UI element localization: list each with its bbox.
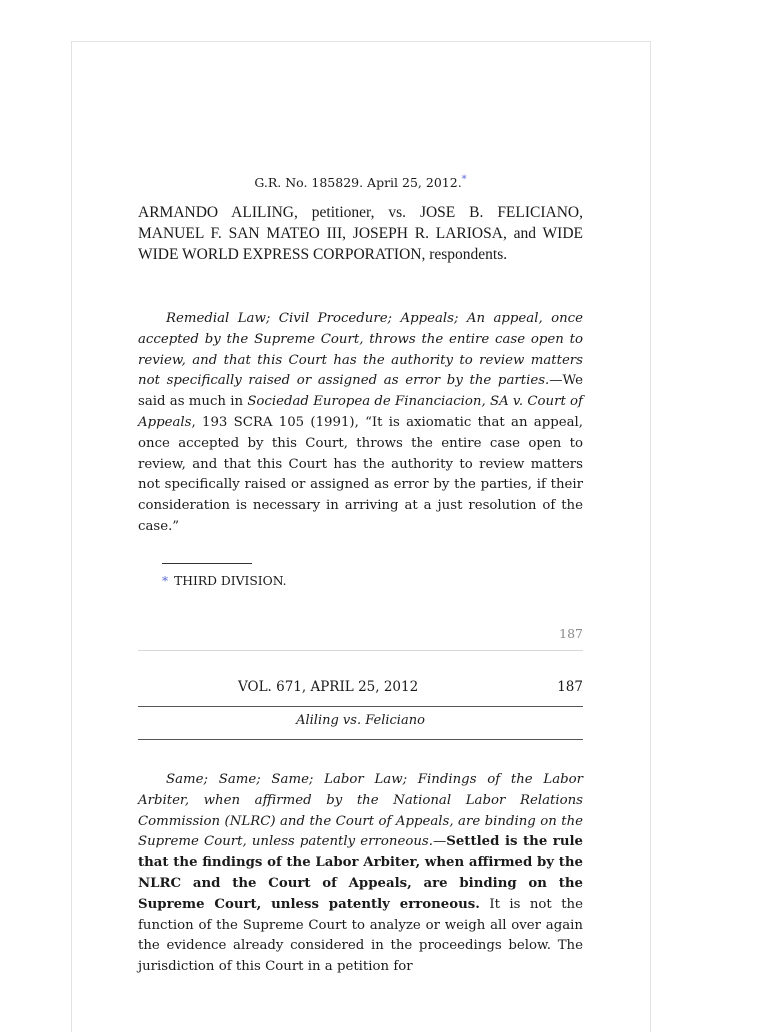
syllabus-2-bold: Settled is the rule that the findings of the Labor Arbiter, when affirmed by the NLRC and the Court of Appeals, are binding on the Supreme Court, unless patently erroneous. [138, 834, 583, 912]
syllabus-paragraph-1 [138, 309, 583, 538]
header-rule-top [138, 706, 583, 707]
gr-number-text: G.R. No. 185829. April 25, 2012. [254, 175, 462, 190]
syllabus-1-case-name: Sociedad Europea de Financiacion, SA v. Court of Appeals [138, 394, 583, 430]
footnote-marker: * [162, 574, 169, 588]
footnote-text: THIRD DIVISION. [174, 574, 287, 588]
syllabus-2-heading: Same; Same; Same; Labor Law; Findings of the Labor Arbiter, when affirmed by the National Labor Relations Commission (NLRC) and the Court of Appeals, are binding on the Supreme Court, unless patently erroneous. [138, 772, 583, 850]
footnote-divider [162, 563, 252, 564]
footnote [162, 574, 287, 588]
syllabus-2-dash: — [432, 834, 447, 850]
syllabus-paragraph-2 [138, 770, 583, 978]
syllabus-2-text: It is not the function of the Supreme Court to analyze or weigh all over again the evidence already considered in the proceedings below. The jurisdiction of this Court in a petition for [138, 896, 583, 975]
document-page [71, 41, 651, 1032]
syllabus-1-dash: — [549, 373, 563, 389]
footnote-ref[interactable]: * [461, 173, 467, 185]
syllabus-1-text-a: We said as much in [138, 373, 583, 410]
page-separator [138, 650, 583, 651]
running-header [138, 679, 583, 699]
syllabus-1-text-b: , 193 SCRA 105 (1991), “It is axiomatic that an appeal, once accepted by this Court, throws the entire case open to review, and that this Court has the authority to review matters not specifically raised or assigned as error by the parties, if their consideration is necessary in arriving at a just resolution of the case.” [138, 414, 583, 534]
page-number: 187 [559, 626, 583, 641]
header-volume: VOL. 671, APRIL 25, 2012 [238, 679, 419, 695]
header-page-number: 187 [557, 679, 583, 695]
gr-number [138, 175, 583, 190]
parties-text: ARMANDO ALILING, petitioner, vs. JOSE B. FELICIANO, MANUEL F. SAN MATEO III, JOSEPH R. LARIOSA, and WIDE WIDE WORLD EXPRESS CORPORATION, respondents. [138, 204, 583, 263]
case-parties [138, 202, 583, 265]
header-rule-bottom [138, 739, 583, 740]
syllabus-1-heading: Remedial Law; Civil Procedure; Appeals; An appeal, once accepted by the Supreme Court, throws the entire case open to review, and that this Court has the authority to review matters not specifically raised or assigned as error by the parties. [138, 311, 583, 389]
running-title: Aliling vs. Feliciano [296, 713, 425, 728]
